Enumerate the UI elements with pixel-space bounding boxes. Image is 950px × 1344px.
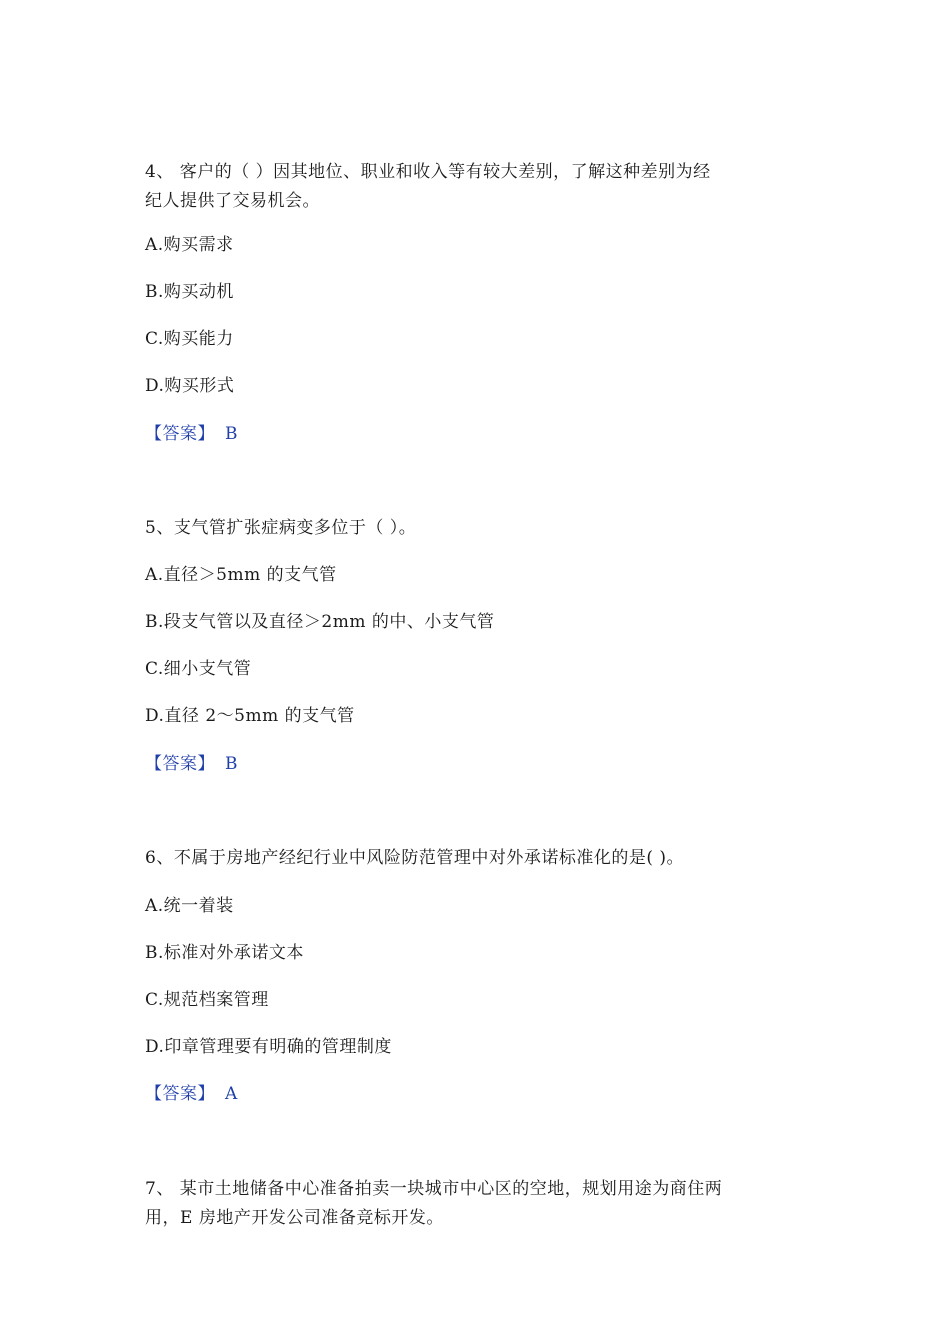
- question-6-answer: [145, 1082, 238, 1106]
- question-6-option-d: D.印章管理要有明确的管理制度: [145, 1037, 392, 1057]
- question-5-stem: 5、支气管扩张症病变多位于（ ）。: [145, 518, 417, 538]
- question-5-option-b: B.段支气管以及直径＞2mm 的中、小支气管: [145, 612, 495, 632]
- answer-value: B: [225, 424, 238, 444]
- answer-label: 【答案】: [145, 424, 215, 444]
- question-5-answer: [145, 752, 238, 776]
- question-4-option-b: B.购买动机: [145, 282, 234, 302]
- question-5-option-d: D.直径 2～5mm 的支气管: [145, 706, 355, 726]
- question-5-option-a: A.直径＞5mm 的支气管: [145, 565, 337, 585]
- question-4-option-d: D.购买形式: [145, 376, 235, 396]
- answer-label: 【答案】: [145, 754, 215, 774]
- question-6-option-b: B.标准对外承诺文本: [145, 943, 304, 963]
- question-4-option-c: C.购买能力: [145, 329, 234, 349]
- answer-value: A: [225, 1084, 238, 1104]
- question-7-stem-line-1: 7、 某市土地储备中心准备拍卖一块城市中心区的空地，规划用途为商住两: [145, 1179, 723, 1199]
- question-6-stem: 6、不属于房地产经纪行业中风险防范管理中对外承诺标准化的是( )。: [145, 848, 684, 868]
- question-7-stem-line-2: 用，E 房地产开发公司准备竞标开发。: [145, 1208, 444, 1228]
- question-4-option-a: A.购买需求: [145, 235, 234, 255]
- answer-value: B: [225, 754, 238, 774]
- question-6-option-a: A.统一着装: [145, 896, 234, 916]
- question-4-answer: [145, 422, 238, 446]
- question-4-stem-line-2: 纪人提供了交易机会。: [145, 191, 320, 211]
- answer-label: 【答案】: [145, 1084, 215, 1104]
- question-5-option-c: C.细小支气管: [145, 659, 252, 679]
- question-6-option-c: C.规范档案管理: [145, 990, 269, 1010]
- question-4-stem-line-1: 4、 客户的（ ）因其地位、职业和收入等有较大差别，了解这种差别为经: [145, 162, 711, 182]
